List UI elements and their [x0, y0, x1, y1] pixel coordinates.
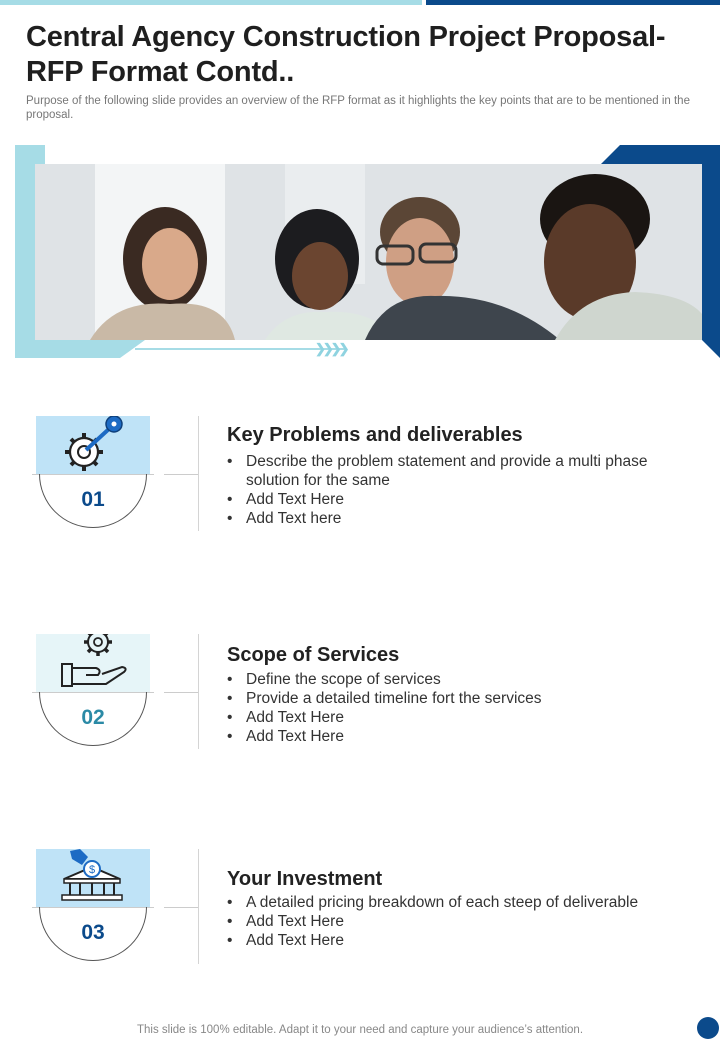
gear-key-icon: [36, 416, 150, 474]
top-accent-bar-light: [0, 0, 422, 5]
section-title: Your Investment: [227, 868, 383, 890]
page-subtitle: Purpose of the following slide provides an overview of the RFP format as it highlights the key points that are to be mentioned in the proposal.: [26, 95, 690, 121]
section-number: 03: [81, 921, 105, 944]
hero-arrow-line: [135, 348, 345, 350]
section-scope-of-services: [0, 634, 720, 774]
section-title: Scope of Services: [227, 644, 400, 666]
page-title: Central Agency Construction Project Proposal- RFP Format Contd..: [26, 21, 666, 88]
hand-gear-icon: [36, 634, 150, 692]
section-number: 02: [81, 706, 105, 729]
hero-banner: [15, 145, 720, 360]
svg-text:$: $: [88, 864, 96, 876]
list-item: • Add Text Here: [227, 931, 677, 950]
bullet-list: [227, 670, 677, 746]
section-your-investment: [0, 849, 720, 989]
section-title: Key Problems and deliverables: [227, 424, 523, 446]
divider: [198, 849, 199, 964]
chevron-arrows-icon: ❯❯❯❯: [315, 341, 347, 356]
list-item: • Provide a detailed timeline fort the services: [227, 689, 677, 708]
list-item: • Define the scope of services: [227, 670, 677, 689]
list-item: • Add Text Here: [227, 490, 677, 509]
list-item: • Add Text Here: [227, 912, 677, 931]
section-key-problems: [0, 416, 720, 556]
section-number: 01: [81, 488, 105, 511]
list-item: • A detailed pricing breakdown of each steep of deliverable: [227, 893, 677, 912]
team-photo-illustration: [35, 164, 702, 340]
list-item: • Describe the problem statement and provide a multi phase solution for the same: [227, 452, 677, 490]
divider: [198, 634, 199, 749]
top-accent-bar-dark: [426, 0, 720, 5]
team-photo: [35, 164, 702, 340]
list-item: • Add Text here: [227, 509, 677, 528]
bullet-list: [227, 893, 677, 950]
bank-coin-icon: [36, 849, 150, 907]
footer-dot: [697, 1017, 719, 1039]
list-item: • Add Text Here: [227, 727, 677, 746]
list-item: • Add Text Here: [227, 708, 677, 727]
divider: [198, 416, 199, 531]
bullet-list: [227, 452, 677, 528]
footer-note: This slide is 100% editable. Adapt it to your need and capture your audience’s attention.: [136, 1024, 584, 1036]
